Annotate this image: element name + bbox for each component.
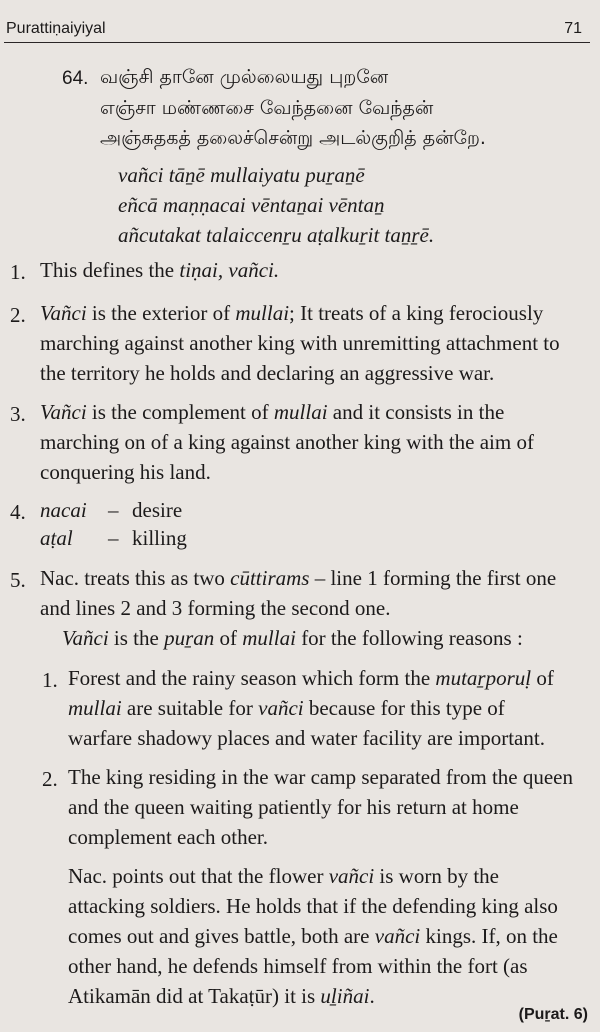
- translit-line-3: añcutakat talaiccenṟu aṭalkuṟit taṉṟē.: [118, 223, 435, 247]
- tamil-line-2: எஞ்சா மண்ணசை வேந்தனை வேந்தன்: [100, 97, 434, 119]
- p3b: kings. If, on the: [420, 924, 558, 948]
- para-line-5: [68, 981, 375, 1011]
- translit-line-1: vañci tāṉē mullaiyatu puṟaṉē: [118, 163, 365, 187]
- n5-intro-f: for the following reasons :: [295, 626, 523, 650]
- para-line-1: [68, 861, 499, 891]
- chapter-title: Purattiṇaiyiyal: [6, 20, 106, 37]
- para-line-3: [68, 921, 558, 951]
- p3i: vañci: [374, 924, 421, 948]
- note-2-line-3: the territory he holds and declaring an aggressive war.: [40, 361, 495, 385]
- note-2-line-2: marching against another king with unremitting attachment to: [40, 331, 560, 355]
- para-line-2: attacking soldiers. He holds that if the defending king also: [68, 894, 558, 918]
- r1-l1c: of: [531, 666, 554, 690]
- n2-l1d: ; It treats of a king ferociously: [289, 301, 544, 325]
- note-3-number: 3.: [10, 402, 26, 426]
- n3-l1d: and it consists in the: [327, 400, 505, 424]
- n2-l1c: mullai: [235, 301, 290, 325]
- note-5-intro: [62, 623, 523, 653]
- note-2-line-1: [40, 298, 543, 328]
- p3: comes out and gives battle, both are: [68, 924, 375, 948]
- gloss-term-2: aṭal: [40, 526, 73, 550]
- n3-l1b: is the complement of: [86, 400, 274, 424]
- note-1-text: [40, 255, 279, 285]
- n5-intro-b: is the: [108, 626, 165, 650]
- footer-reference: (Puṟat. 6): [518, 1006, 588, 1023]
- r1-l2b: are suitable for: [121, 696, 259, 720]
- gloss-dash-1: –: [108, 498, 119, 522]
- verse-number: 64.: [62, 68, 89, 89]
- n5-intro-c: puṟan: [164, 626, 215, 650]
- tamil-line-1: வஞ்சி தானே முல்லையது புறனே: [100, 66, 389, 88]
- p1: Nac. points out that the flower: [68, 864, 329, 888]
- note-5-number: 5.: [10, 568, 26, 592]
- r1-l2d: because for this type of: [303, 696, 505, 720]
- note-3-line-3: conquering his land.: [40, 460, 211, 484]
- reason-1-line-1: [68, 663, 554, 693]
- n5-intro-e: mullai: [242, 626, 296, 650]
- reason-2-number: 2.: [42, 767, 58, 791]
- p1i: vañci: [328, 864, 375, 888]
- n2-l1a: Vañci: [40, 301, 87, 325]
- note-1-b: tiṇai, vañci.: [179, 258, 280, 282]
- r1-l1a: Forest and the rainy season which form the: [68, 666, 436, 690]
- gloss-def-1: desire: [132, 498, 183, 522]
- reason-2-line-3: complement each other.: [68, 825, 269, 849]
- gloss-dash-2: –: [108, 526, 119, 550]
- reason-1-number: 1.: [42, 668, 58, 692]
- note-3-line-2: marching on of a king against another king with the aim of: [40, 430, 534, 454]
- gloss-term-1: nacai: [40, 498, 87, 522]
- reason-1-line-3: warfare shadowy places and water facility are important.: [68, 726, 545, 750]
- translit-line-2: eñcā maṇṇacai vēntaṉai vēntaṉ: [118, 193, 385, 217]
- note-5-line-2: and lines 2 and 3 forming the second one.: [40, 596, 391, 620]
- n5-l1b: cūttirams: [230, 566, 310, 590]
- note-3-line-1: [40, 397, 504, 427]
- note-2-number: 2.: [10, 303, 26, 327]
- reason-2-line-1: The king residing in the war camp separated from the queen: [68, 765, 573, 789]
- n5-l1c: – line 1 forming the first one: [309, 566, 557, 590]
- n3-l1c: mullai: [273, 400, 328, 424]
- n5-l1a: Nac. treats this as two: [40, 566, 231, 590]
- gloss-def-2: killing: [132, 526, 187, 550]
- p5i: uḻiñai: [320, 984, 370, 1008]
- para-line-4: other hand, he defends himself from within the fort (as: [68, 954, 528, 978]
- r1-l1b: mutaṟporuḷ: [435, 666, 532, 690]
- reason-1-line-2: [68, 693, 505, 723]
- n2-l1b: is the exterior of: [86, 301, 236, 325]
- note-1-a: This defines the: [40, 258, 180, 282]
- n5-intro-d: of: [214, 626, 243, 650]
- n5-intro-a: Vañci: [62, 626, 109, 650]
- p5b: .: [369, 984, 375, 1008]
- header-rule: [4, 42, 590, 43]
- p5: Atikamān did at Takaṭūr) it is: [68, 984, 321, 1008]
- reason-2-line-2: and the queen waiting patiently for his return at home: [68, 795, 519, 819]
- note-4-number: 4.: [10, 500, 26, 524]
- note-5-line-1: [40, 563, 556, 593]
- page-number: 71: [564, 20, 582, 37]
- p1b: is worn by the: [374, 864, 499, 888]
- running-header: [6, 18, 588, 42]
- r1-l2a: mullai: [68, 696, 122, 720]
- note-1-number: 1.: [10, 260, 26, 284]
- n3-l1a: Vañci: [40, 400, 87, 424]
- r1-l2c: vañci: [258, 696, 304, 720]
- tamil-line-3: அஞ்சுதகத் தலைச்சென்று அடல்குறித் தன்றே.: [100, 127, 486, 149]
